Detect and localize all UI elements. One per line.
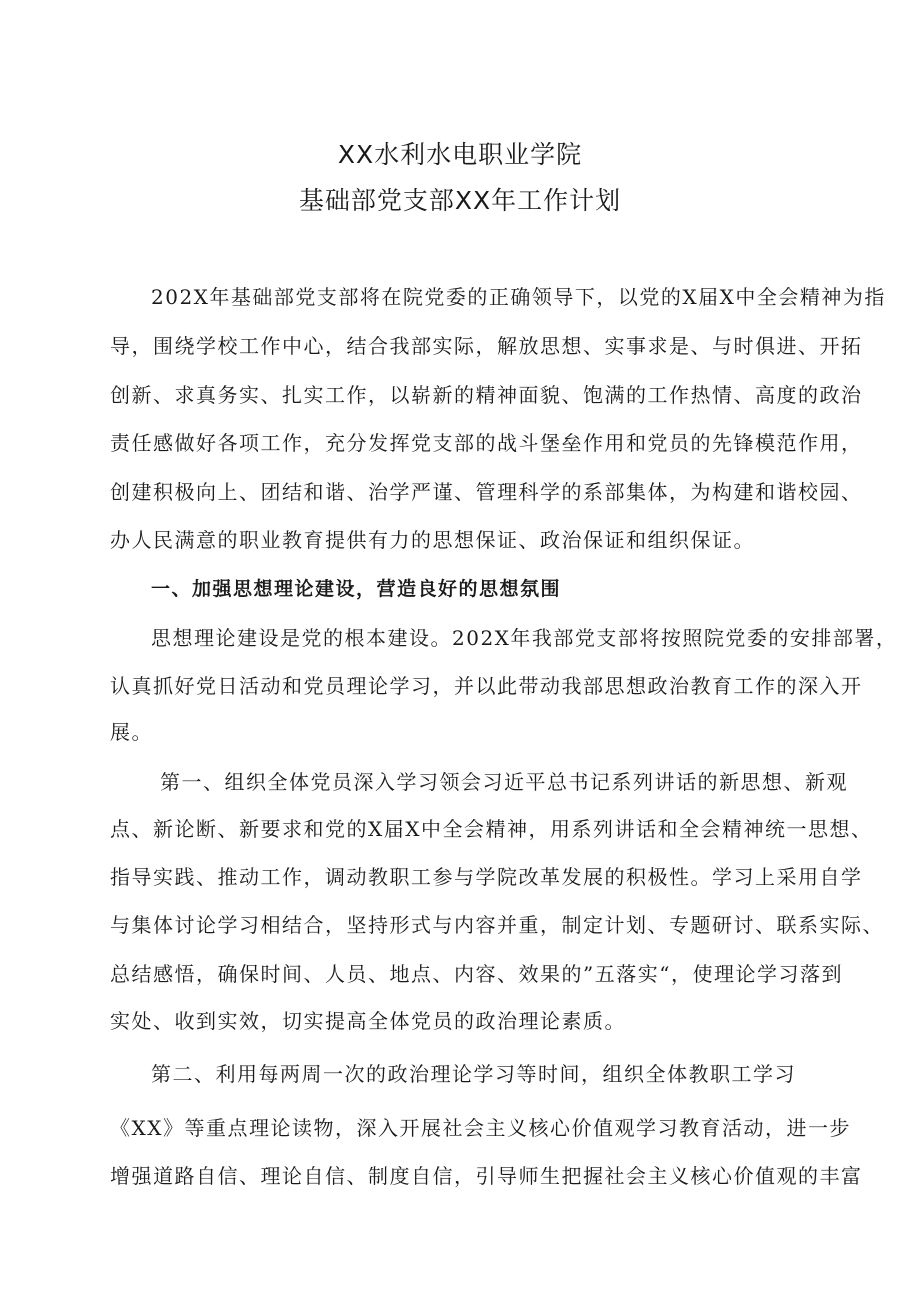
paragraph-line: 创新、求真务实、扎实工作，以崭新的精神面貌、饱满的工作热情、高度的政治 bbox=[110, 383, 863, 407]
paragraph-line: 认真抓好党日活动和党员理论学习，并以此带动我部思想政治教育工作的深入开 bbox=[110, 674, 863, 698]
paragraph-line: 导，围绕学校工作中心，结合我部实际，解放思想、实事求是、与时俱进、开拓 bbox=[110, 334, 863, 358]
paragraph-line: 202X年基础部党支部将在院党委的正确领导下，以党的X届X中全会精神为指 bbox=[151, 285, 886, 309]
title-line-plan: 基础部党支部XX年工作计划 bbox=[298, 186, 622, 215]
paragraph-line: 与集体讨论学习相结合，坚持形式与内容并重，制定计划、专题研讨、联系实际、 bbox=[110, 913, 884, 937]
title-line-school: XX水利水电职业学院 bbox=[337, 140, 583, 169]
section-heading: 一、加强思想理论建设，营造良好的思想氛围 bbox=[151, 578, 562, 600]
paragraph-line: 总结感悟，确保时间、人员、地点、内容、效果的”五落实“，使理论学习落到 bbox=[110, 962, 843, 986]
paragraph-line: 责任感做好各项工作，充分发挥党支部的战斗堡垒作用和党员的先锋模范作用， bbox=[110, 431, 863, 455]
paragraph-line: 实处、收到实效，切实提高全体党员的政治理论素质。 bbox=[110, 1009, 626, 1033]
paragraph-line: 增强道路自信、理论自信、制度自信，引导师生把握社会主义核心价值观的丰富 bbox=[110, 1164, 863, 1188]
paragraph-line: 创建积极向上、团结和谐、治学严谨、管理科学的系部集体，为构建和谐校园、 bbox=[110, 480, 863, 504]
paragraph-line: 思想理论建设是党的根本建设。202X年我部党支部将按照院党委的安排部署， bbox=[151, 626, 898, 650]
paragraph-line: 办人民满意的职业教育提供有力的思想保证、政治保证和组织保证。 bbox=[110, 528, 755, 552]
paragraph-line: 《XX》等重点理论读物，深入开展社会主义核心价值观学习教育活动，进一步 bbox=[110, 1116, 851, 1140]
paragraph-line: 第二、利用每两周一次的政治理论学习等时间，组织全体教职工学习 bbox=[151, 1062, 796, 1086]
paragraph-line: 指导实践、推动工作，调动教职工参与学院改革发展的积极性。学习上采用自学 bbox=[110, 865, 863, 889]
paragraph-line: 展。 bbox=[110, 720, 153, 744]
paragraph-line: 第一、组织全体党员深入学习领会习近平总书记系列讲话的新思想、新观 bbox=[160, 770, 848, 794]
paragraph-line: 点、新论断、新要求和党的X届X中全会精神，用系列讲话和全会精神统一思想、 bbox=[110, 817, 873, 841]
document-title bbox=[0, 132, 920, 224]
